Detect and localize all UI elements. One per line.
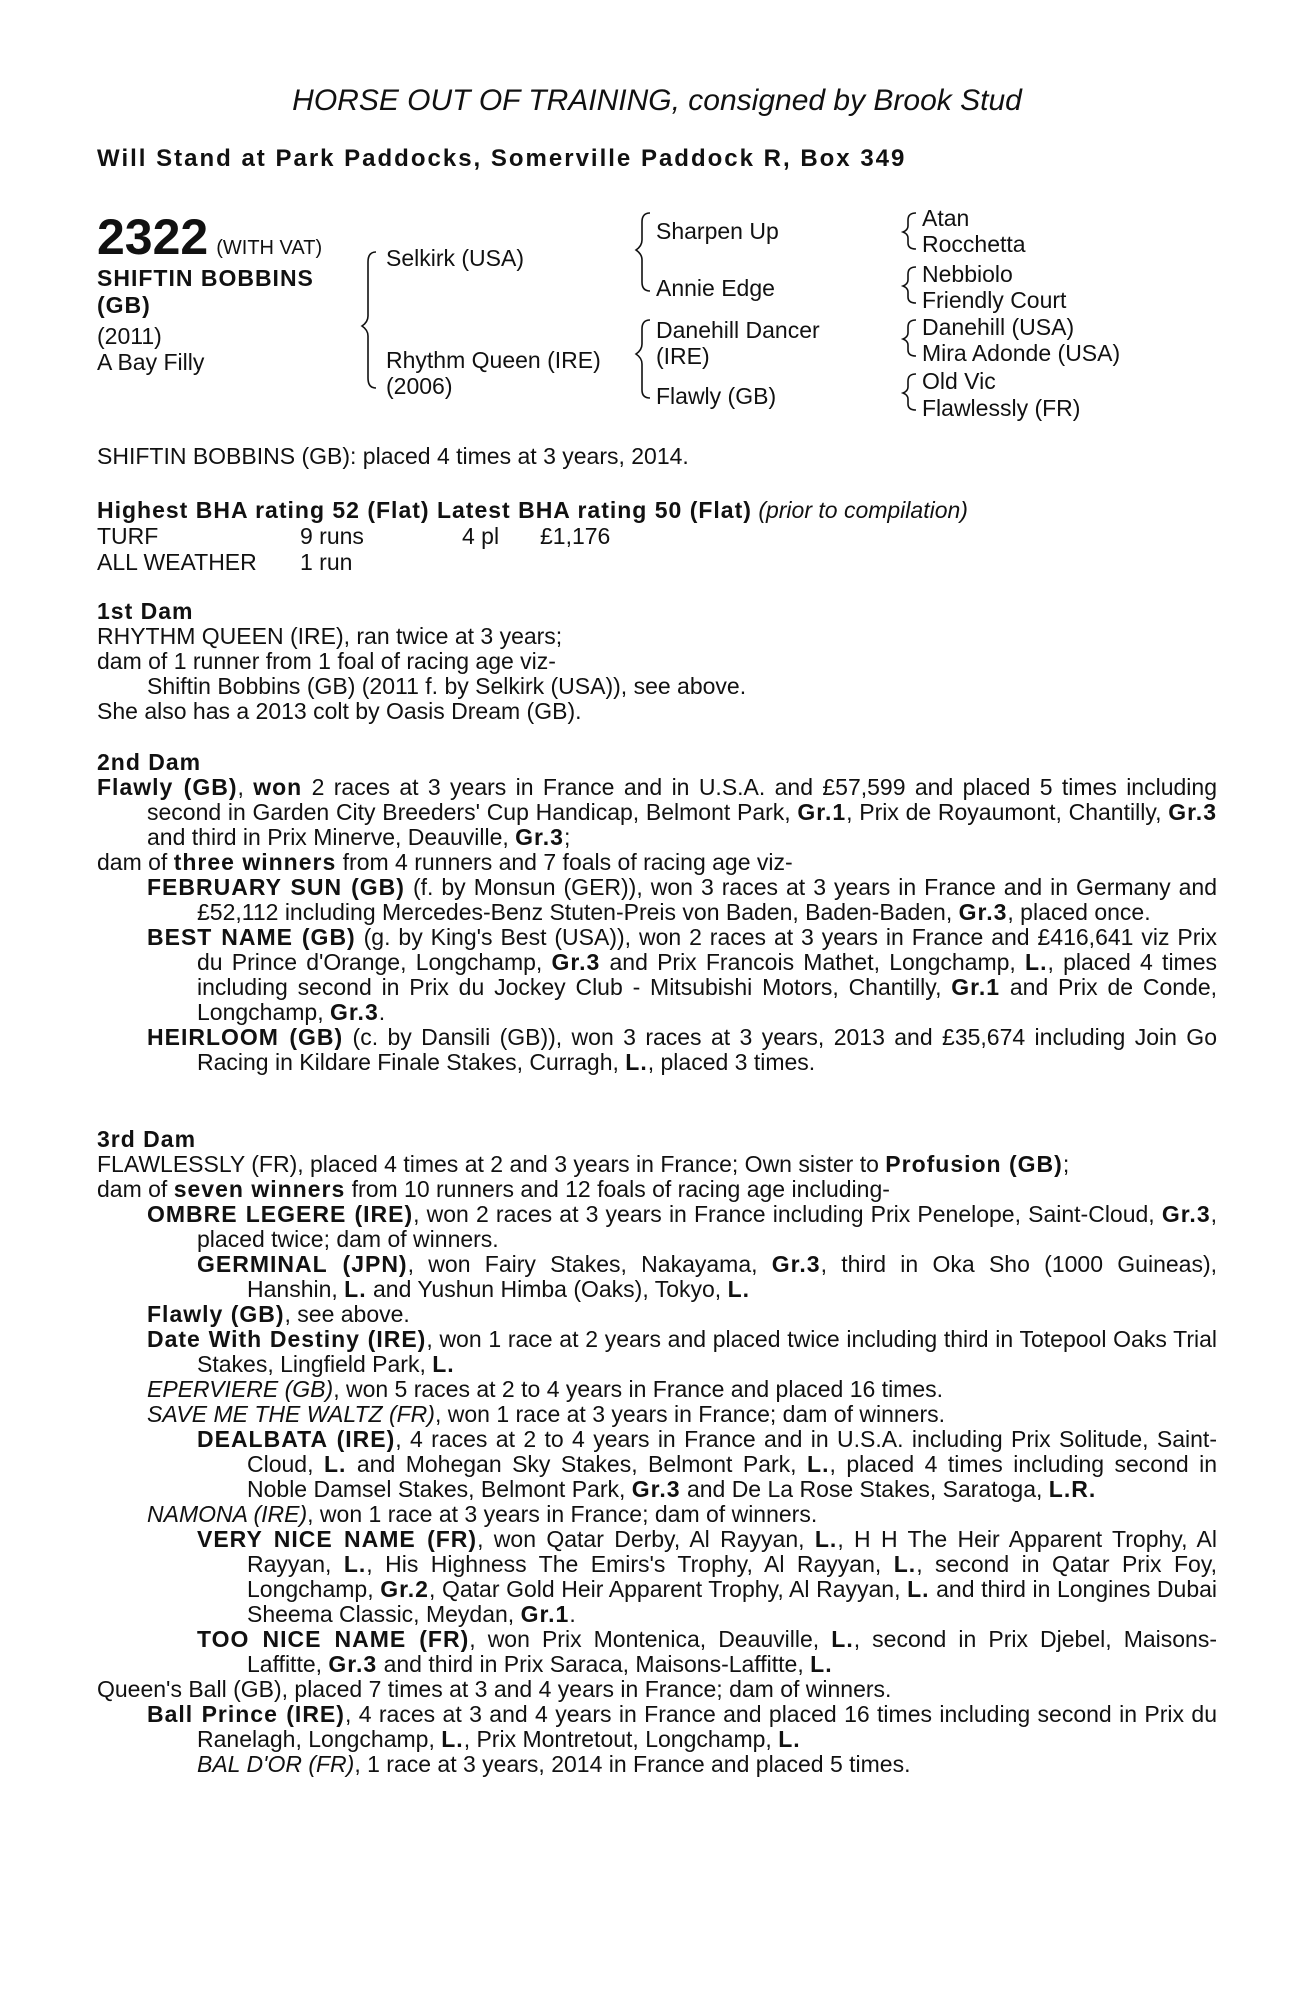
bracket-sharpen-up [903, 213, 916, 249]
pedigree-dam-sire: Danehill Dancer [656, 317, 820, 343]
pedigree-dam-sire-country: (IRE) [656, 343, 710, 369]
stand-location: Will Stand at Park Paddocks, Somerville Paddock R, Box 349 [97, 145, 907, 172]
ombre-legere-text: , won 2 races at 3 years in France including Prix Penelope, Saint-Cloud, [413, 1201, 1155, 1227]
ball-prince-name: Ball Prince (IRE) [147, 1701, 345, 1727]
ombre-legere-entry [97, 1202, 1217, 1252]
first-dam-heading: 1st Dam [97, 598, 194, 624]
pedigree-g4: Friendly Court [922, 287, 1067, 313]
flawlessly-text: FLAWLESSLY (FR), placed 4 times at 2 and 3 years in France; Own sister to [97, 1151, 879, 1177]
heirloom-entry [97, 1025, 1217, 1075]
best-name-entry [97, 925, 1217, 1025]
damof3-1: dam of [97, 1176, 168, 1202]
very-nice-name-text3: , His Highness The Emirs's Trophy, Al Rayyan, [366, 1551, 882, 1577]
bracket-danehill-dancer [903, 320, 916, 356]
bal-dor-entry [97, 1752, 1217, 1777]
flawly-end: ; [563, 824, 571, 850]
third-dam-produce [97, 1177, 1217, 1202]
seven-winners: seven winners [173, 1176, 346, 1202]
consignment-title: HORSE OUT OF TRAINING, consigned by Brook Stud [292, 84, 1022, 117]
very-nice-name-text: , won Qatar Derby, Al Rayyan, [477, 1526, 805, 1552]
february-sun-entry [97, 875, 1217, 925]
heirloom-L: L. [625, 1049, 648, 1075]
flawlessly-end: ; [1062, 1151, 1070, 1177]
aw-label: ALL WEATHER [97, 549, 257, 575]
too-nice-name-text: , won Prix Montenica, Deauville, [469, 1626, 820, 1652]
pedigree-sire-sire: Sharpen Up [656, 218, 779, 244]
flawly-text2: , Prix de Royaumont, Chantilly, [846, 799, 1162, 825]
lot-number-value: 2322 [97, 209, 209, 265]
dealbata-LR: L.R. [1048, 1476, 1097, 1502]
germinal-L2: L. [727, 1276, 751, 1302]
first-dam-line1: RHYTHM QUEEN (IRE), ran twice at 3 years; [97, 623, 563, 649]
best-name-text: (g. by King's Best (USA)), won 2 races at 3 years in France and £416,641 viz Prix du Prince d'Orange, Longchamp, [197, 924, 1217, 975]
flawly-name: Flawly (GB) [97, 774, 238, 800]
best-name-end: . [378, 999, 386, 1025]
very-nice-name-text4: , second in Qatar Prix Foy, Longchamp, [247, 1551, 1218, 1602]
too-nice-name-L: L. [831, 1626, 854, 1652]
february-sun-name: FEBRUARY SUN (GB) [147, 874, 405, 900]
best-name-text2: and Prix Francois Mathet, Longchamp, [609, 949, 1016, 975]
germinal-L: L. [344, 1276, 367, 1302]
too-nice-name-entry [97, 1627, 1217, 1677]
dealbata-text4: and De La Rose Stakes, Saratoga, [686, 1476, 1043, 1502]
heirloom-end: , placed 3 times. [647, 1049, 816, 1075]
bal-dor-text: , 1 race at 3 years, 2014 in France and placed 5 times. [354, 1751, 911, 1777]
germinal-gr: Gr.3 [771, 1251, 821, 1277]
very-nice-name-text6: and third in Longines Dubai Sheema Classic, Meydan, [247, 1576, 1218, 1627]
flawly-text3: and third in Prix Minerve, Deauville, [147, 824, 509, 850]
eperviere-name: EPERVIERE (GB) [147, 1376, 334, 1402]
bha-ratings-note: (prior to compilation) [758, 497, 968, 523]
very-nice-name-L2: L. [343, 1551, 367, 1577]
horse-name-line1: SHIFTIN BOBBINS [97, 265, 314, 291]
february-sun-text: (f. by Monsun (GER)), won 3 races at 3 years in France and in Germany and £52,112 including Mercedes-Benz Stuten-Preis von Baden, Baden-Baden, [197, 874, 1218, 925]
flawly-gr3a: Gr.3 [1168, 799, 1217, 825]
very-nice-name-L3: L. [893, 1551, 917, 1577]
first-dam-line2: dam of 1 runner from 1 foal of racing age viz- [97, 648, 556, 674]
flawly-text: 2 races at 3 years in France and in U.S.A. and £57,599 and placed 5 times including second in Garden City Breeders' Cup Handicap, Belmont Park, [147, 774, 1217, 825]
bracket-flawly [903, 374, 916, 410]
first-dam-line4: She also has a 2013 colt by Oasis Dream (GB). [97, 698, 582, 724]
second-dam-section [97, 750, 1217, 1075]
dealbata-gr: Gr.3 [631, 1476, 681, 1502]
flawly-won: won [253, 774, 303, 800]
pedigree-sire: Selkirk (USA) [386, 245, 525, 271]
flawly-ref-entry [97, 1302, 1217, 1327]
germinal-name: GERMINAL (JPN) [197, 1251, 408, 1277]
best-name-gr3b: Gr.3 [329, 999, 379, 1025]
first-dam-line3: Shiftin Bobbins (GB) (2011 f. by Selkirk (USA)), see above. [147, 673, 747, 699]
ball-prince-entry [97, 1702, 1217, 1752]
pedigree-g3: Nebbiolo [922, 261, 1013, 287]
flawly-ref-text: , see above. [284, 1301, 410, 1327]
ball-prince-text: , 4 races at 3 and 4 years in France and placed 16 times including second in Prix du Ranelagh, Longchamp, [197, 1701, 1217, 1752]
germinal-text2: , third in Oka Sho (1000 Guineas), Hanshin, [247, 1251, 1217, 1302]
damof-1: dam of [97, 849, 168, 875]
turf-money: £1,176 [540, 523, 611, 549]
dealbata-entry [97, 1427, 1217, 1502]
flawlessly-line [97, 1152, 1217, 1177]
ball-prince-L: L. [441, 1726, 464, 1752]
dealbata-text2: and Mohegan Sky Stakes, Belmont Park, [356, 1451, 797, 1477]
heirloom-text: (c. by Dansili (GB)), won 3 races at 3 years, 2013 and £35,674 including Join Go Racing in Kildare Finale Stakes, Curragh, [197, 1024, 1217, 1075]
pedigree-dam: Rhythm Queen (IRE) [386, 347, 601, 373]
queens-ball-entry: Queen's Ball (GB), placed 7 times at 3 and 4 years in France; dam of winners. [97, 1676, 892, 1702]
february-sun-end: , placed once. [1007, 899, 1151, 925]
ombre-legere-gr: Gr.3 [1161, 1201, 1211, 1227]
namona-text: , won 1 race at 3 years in France; dam of winners. [307, 1501, 818, 1527]
turf-runs: 9 runs [300, 523, 364, 549]
damof3-2: from 10 runners and 12 foals of racing age including- [351, 1176, 890, 1202]
date-with-destiny-name: Date With Destiny (IRE) [147, 1326, 427, 1352]
flawly-gr1: Gr.1 [797, 799, 847, 825]
dealbata-text: , 4 races at 2 to 4 years in France and in U.S.A. including Prix Solitude, Saint-Cloud, [247, 1426, 1217, 1477]
flawly-ref-name: Flawly (GB) [147, 1301, 285, 1327]
bracket-gen1 [362, 252, 376, 388]
best-name-L: L. [1025, 949, 1048, 975]
bha-ratings-text: Highest BHA rating 52 (Flat) Latest BHA rating 50 (Flat) [97, 497, 752, 523]
eperviere-text: , won 5 races at 2 to 4 years in France and placed 16 times. [333, 1376, 944, 1402]
vat-note: (WITH VAT) [216, 237, 323, 259]
bracket-sire [636, 213, 650, 291]
second-dam-produce [97, 850, 1217, 875]
dealbata-text3: , placed 4 times including second in Noble Damsel Stakes, Belmont Park, [247, 1451, 1218, 1502]
bracket-dam [636, 320, 650, 398]
bal-dor-name: BAL D'OR (FR) [197, 1751, 355, 1777]
very-nice-name-end: . [569, 1601, 576, 1627]
date-with-destiny-entry [97, 1327, 1217, 1377]
very-nice-name-entry [97, 1527, 1217, 1627]
pedigree-dam-year: (2006) [386, 373, 453, 399]
too-nice-name-text2: , second in Prix Djebel, Maisons-Laffitte, [247, 1626, 1217, 1677]
racing-summary: SHIFTIN BOBBINS (GB): placed 4 times at 3 years, 2014. [97, 443, 689, 469]
eperviere-entry [97, 1377, 1217, 1402]
too-nice-name-gr: Gr.3 [328, 1651, 378, 1677]
best-name-name: BEST NAME (GB) [147, 924, 356, 950]
horse-name [97, 265, 314, 319]
second-dam-heading: 2nd Dam [97, 749, 202, 775]
pedigree-g1: Atan [922, 205, 970, 231]
date-with-destiny-L: L. [432, 1351, 455, 1377]
pedigree-sire-dam: Annie Edge [656, 275, 775, 301]
bha-ratings [97, 498, 968, 523]
horse-description: A Bay Filly [97, 349, 205, 375]
best-name-text4: and Prix de Conde, Longchamp, [197, 974, 1218, 1025]
namona-entry [97, 1502, 1217, 1527]
date-with-destiny-text: , won 1 race at 2 years and placed twice including third in Totepool Oaks Trial Stakes, Lingfield Park, [197, 1326, 1218, 1377]
very-nice-name-L4: L. [907, 1576, 930, 1602]
pedigree-g2: Rocchetta [922, 231, 1026, 257]
damof-2: from 4 runners and 7 foals of racing age viz- [342, 849, 793, 875]
namona-name: NAMONA (IRE) [147, 1501, 308, 1527]
best-name-gr3: Gr.3 [551, 949, 601, 975]
very-nice-name-name: VERY NICE NAME (FR) [197, 1526, 478, 1552]
germinal-entry [97, 1252, 1217, 1302]
dealbata-L: L. [323, 1451, 347, 1477]
third-dam-heading: 3rd Dam [97, 1126, 197, 1152]
aw-runs: 1 run [300, 549, 353, 575]
very-nice-name-text5: , Qatar Gold Heir Apparent Trophy, Al Rayyan, [428, 1576, 901, 1602]
very-nice-name-gr1: Gr.1 [520, 1601, 570, 1627]
very-nice-name-gr2: Gr.2 [380, 1576, 429, 1602]
dealbata-name: DEALBATA (IRE) [197, 1426, 396, 1452]
pedigree-g7: Old Vic [922, 368, 996, 394]
ball-prince-L2: L. [778, 1726, 801, 1752]
very-nice-name-text2: , H H The Heir Apparent Trophy, Al Rayyan, [247, 1526, 1217, 1577]
third-dam-section [97, 1127, 1217, 1777]
save-me-the-waltz-name: SAVE ME THE WALTZ (FR) [147, 1401, 435, 1427]
too-nice-name-text3: and third in Prix Saraca, Maisons-Laffitte, [383, 1651, 804, 1677]
save-me-the-waltz-entry [97, 1402, 1217, 1427]
germinal-text3: and Yushun Himba (Oaks), Tokyo, [373, 1276, 722, 1302]
germinal-text: , won Fairy Stakes, Nakayama, [407, 1251, 758, 1277]
too-nice-name-name: TOO NICE NAME (FR) [197, 1626, 470, 1652]
ombre-legere-name: OMBRE LEGERE (IRE) [147, 1201, 414, 1227]
ball-prince-text2: , Prix Montretout, Longchamp, [463, 1726, 772, 1752]
profusion-name: Profusion (GB) [885, 1151, 1063, 1177]
lot-number [97, 209, 323, 273]
flawly-entry: Flawly (GB), won 2 races at 3 years in France and in U.S.A. and £57,599 and placed 5 times including second in Garden City Breeders' Cup Handicap, Belmont Park, Gr.1, Prix de Royaumont, Chantilly, Gr.3 and third in Prix Minerve, Deauville, Gr.3; [97, 774, 1217, 850]
turf-label: TURF [97, 523, 159, 549]
horse-name-line2: (GB) [97, 292, 151, 318]
bracket-annie-edge [903, 267, 916, 303]
heirloom-name: HEIRLOOM (GB) [147, 1024, 344, 1050]
dealbata-L2: L. [807, 1451, 830, 1477]
turf-placed: 4 pl [462, 523, 500, 549]
pedigree-g6: Mira Adonde (USA) [922, 340, 1121, 366]
pedigree-dam-dam: Flawly (GB) [656, 383, 777, 409]
pedigree-g8: Flawlessly (FR) [922, 395, 1081, 421]
best-name-text3: , placed 4 times including second in Prix du Jockey Club - Mitsubishi Motors, Chantilly, [197, 949, 1218, 1000]
very-nice-name-L: L. [814, 1526, 838, 1552]
save-me-the-waltz-text: , won 1 race at 3 years in France; dam of winners. [434, 1401, 946, 1427]
ombre-legere-end: , placed twice; dam of winners. [197, 1201, 1218, 1252]
february-sun-gr: Gr.3 [958, 899, 1008, 925]
flawly-gr3b: Gr.3 [515, 824, 564, 850]
best-name-gr1: Gr.1 [951, 974, 1001, 1000]
pedigree-g5: Danehill (USA) [922, 314, 1075, 340]
first-dam-section [97, 599, 1217, 724]
foaling-year: (2011) [97, 323, 162, 349]
too-nice-name-L2: L. [810, 1651, 833, 1677]
three-winners: three winners [173, 849, 337, 875]
